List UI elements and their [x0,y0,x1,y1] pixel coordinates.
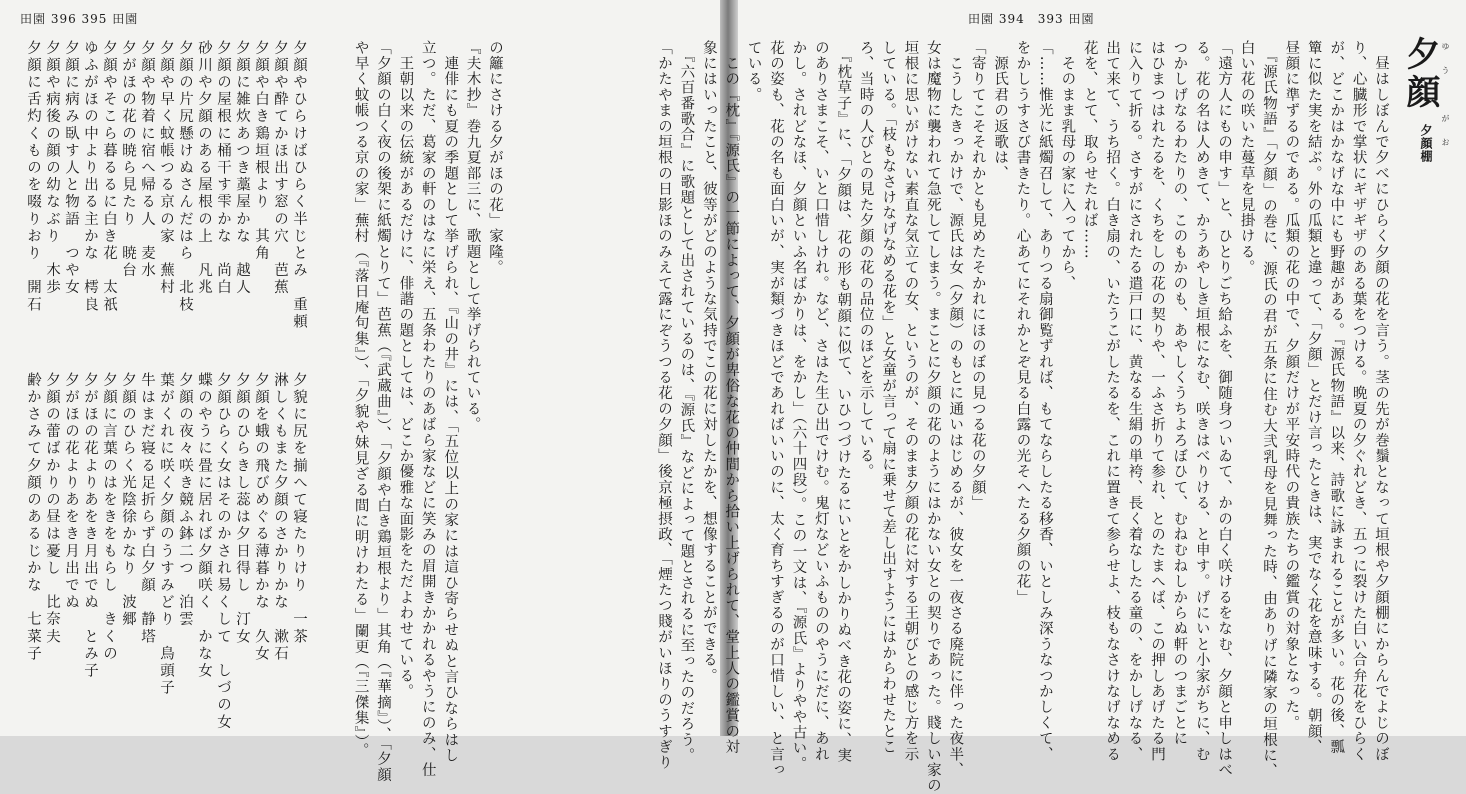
haiku-line: 夕がほの花よりあをき月出でぬ とみ子 [82,372,98,680]
text-line: や早く蚊帳つる京の家」蕪村（『落日庵句集』）、「夕貌や妹見ざる間に明けわたる」闌更（『三傑集』）。 [352,40,369,759]
haiku-line: 夕顔の片尻懸けぬさんだはら 北枝 [177,40,193,314]
haiku-line: 夕顔やひらけばひらく半じとみ 重頼 [291,40,307,331]
haiku-list-upper [18,40,308,360]
text-line: のありさまこそ、いと口惜しけれ。など、さはた生ひ出でけむ。鬼灯などいふもののやうにだに、あれ [812,40,829,763]
text-line: 出て来て、うち招く。白き扇の、いたうこがしたるを、これに置きて参らせよ、枝もなさけなげなめる [1104,40,1121,763]
text-line: をかしうすさび書きたり。心あてにそれかとぞ見る白露の光そへたる夕顔の花」 [1014,40,1031,606]
text-line: 『夫木抄』巻九夏部三に、歌題として挙げられている。 [464,40,481,433]
haiku-line: 夕顔に言葉のはをきをもらし きくの [101,372,117,663]
text-line: 昼はしぼんで夕べにひらく夕顔の花を言う。茎の先が巻鬚となって垣根や夕顔棚にからんでよじのぼ [1373,40,1389,763]
body-text [612,40,1392,794]
haiku-line: 夕がほの花よりあをき月出でぬ [63,372,79,612]
text-line: が、どこかはかなげな中にも野趣がある。『源氏物語』以来、詩歌に詠まれることが多い。花の後、瓢 [1328,40,1345,755]
text-line: 「……惟光に紙燭召して、ありつる扇御覧ずれば、もてならしたる移香、いとしみ深うなつかしくて、 [1036,40,1053,763]
haiku-line: 夕顔ひらく女はそのかされ易くして しづの女 [215,372,231,732]
text-line: 立つ。ただ、葛家の軒のはなに栄え、五条わたりのあばら家などに笑みの眉開きかかれるやうにのみ、仕 [419,40,436,778]
haiku-line: 齢かさみて夕顔のあるじかな 七菜子 [25,372,41,663]
haiku-line: 夕顔や病後の顔の幼なぶり 木歩 [44,40,60,297]
haiku-line: 砂川や夕顔のある屋根の上 凡兆 [196,40,212,297]
haiku-line: 夕顔や酔てかほ出す窓の穴 芭蕉 [272,40,288,297]
text-line: している。「枝もなさけなげなめる花を」と女童が言って扇に乗せて差し出すようにはからわせたとこ [880,40,897,755]
text-line: 花の姿も、花の名も面白いが、実が類づきほどであればいいのに、太く育ちすぎるのが口惜しい、と言っ [768,40,785,778]
text-line: 『源氏物語』「夕顔」の巻に、源氏の君が五条に住む大弐乳母を見舞った時、由ありげに隣家の垣根に、 [1260,40,1277,780]
text-line: そのまま乳母の家に入ってから、 [1059,40,1076,292]
text-line: 女は魔物に襲われて急死してしまう。まことに夕顔の花のようにはかない女との契りであった。賤しい家の [924,40,941,794]
text-line: 王朝以来の伝統があるだけに、俳諧の題としては、どこか優雅な面影をただよわせている。 [397,40,414,700]
haiku-line: 牛はまだ寝る足折らず白夕顔 静塔 [139,372,155,646]
haiku-line: 夕顔や早く蚊帳つる京の家 蕪村 [158,40,174,297]
text-line: ろ、当時の人びとの見た夕顔の花の品位のほどを示している。 [857,40,874,480]
text-line: 花を、とて、取らせたれば…… [1081,40,1098,260]
text-line: 「夕顔の白く夜の後架に紙燭とりて」芭蕉（『武蔵曲』）、「夕顔や白き鶏垣根より」其角（『華摘』）、「夕顔 [374,40,391,783]
text-line: 「かたやまの垣根の日影ほのみえて露にぞうつる花の夕顔」後京極摂政、「煙たつ賤がいほりのうすぎり [656,40,672,771]
text-line: 「遠方人にもの申す」と、ひとりごち給ふを、御随身ついゐて、かの白く咲けるをなむ、夕顔と申しはべ [1216,40,1233,778]
text-line: 垣根に思いがけない素直な気立ての女、というのが、そのまま夕顔の花に対する王朝びとの感じ方を示 [902,40,919,763]
page-header: 田園 394 393 田園 [968,12,1095,26]
entry-title: 夕顔 [1400,36,1440,112]
text-line: はひまつはれたるを、くちをしの花の契りや、一ふさ折りて参れ、とのたまへば、この押しあげたる門 [1148,40,1165,763]
text-line: 白い花の咲いた蔓草を見掛ける。 [1238,40,1255,276]
haiku-line: 夕がほの花の暁ら見たり 暁台 [120,40,136,280]
entry-title-ruby: ゆう がお [1441,42,1450,162]
haiku-line: 夕顔の蕾ばかりの昼は憂し 比奈夫 [44,372,60,646]
haiku-line: 夕顔に雑炊あつき藁屋かな 越人 [234,40,250,297]
text-line: 簞に似た実を結ぶ。外の瓜類と違って、「夕顔」とだけ言ったときは、実でなく花を意味する。朝顔、 [1305,40,1322,755]
haiku-line: 淋しくもまた夕顔のさかりかな 漱石 [272,372,288,663]
haiku-line: 夕貌に尻を揃へて寝たりけり 一茶 [291,372,307,646]
text-line: つかしげなるわたりの、このもかのも、あやしくうちよろぼひて、むねむねしからぬ軒のつまごとに [1171,40,1188,747]
text-line: 象にはいったこと、彼等がどのような気持でこの花に対したかを、想像することができる。 [700,40,717,684]
text-line: この『枕』『源氏』の一節によって、夕顔が卑俗な花の仲間から拾い上げられて、堂上人の鑑賞の対 [723,40,740,755]
haiku-line: 蝶のやうに畳に居れば夕顔咲く かな女 [196,372,212,680]
haiku-line: 葉がくれに咲く夕顔のうすみどり 鳥頭子 [158,372,174,697]
text-line: の籬にさける夕がほの花」家隆。 [487,40,503,276]
haiku-line: 夕顔のひらきし蕊は夕日得し 汀女 [234,372,250,646]
text-line: る。花の名は人めきて、かうあやしき垣根になむ、咲きはべりける、と申す。げにいと小家がちに、む [1193,40,1210,763]
haiku-line: 夕顔に病み臥す人と物語 つや女 [63,40,79,297]
text-line: り、心臓形で掌状にギザギザのある葉をつける。晩夏の夕ぐれどき、五つに裂けた白い合弁花をひらく [1350,40,1367,763]
haiku-line: 夕顔の夜々咲き競ふ鉢二つ 泊雲 [177,372,193,629]
page-header: 田園 396 395 田園 [20,12,139,26]
haiku-line: 夕顔や物着に宿へ帰る人 麦水 [139,40,155,280]
haiku-line: 夕顔や白き鶏垣根より 其角 [253,40,269,263]
right-page [656,0,1466,794]
text-line: 『六百番歌合』に歌題として出されているのは、『源氏』などによって題とされるに至ったのだろう。 [678,40,695,764]
haiku-line: 夕顔の屋根に桶干す雫かな 尚白 [215,40,231,297]
text-line: かし。されどなほ、夕顔といふ名ばかりは、をかし」（六十四段）。この一文は、『源氏』よりやや古い。 [790,40,807,772]
text-line: 連俳にも夏の季題として挙げられ、『山の井』には、「五位以上の家には這ひ寄らせぬと言ひならはし [442,40,459,764]
text-line: 昼顔に準ずるのである。瓜類の花の中で、夕顔だけが平安時代の貴族たちの鑑賞の対象となった。 [1283,40,1300,731]
entry-subtitle: 夕顔棚 [1419,124,1433,163]
text-line: こうしたきっかけで、源氏は女（夕顔）のもとに通いはじめるが、彼女を一夜さる廃院に伴った夜半、 [947,40,964,778]
haiku-line: 夕顔に舌灼くものを啜りおり 開石 [25,40,41,314]
text-line: ている。 [745,40,762,103]
haiku-line: 夕顔やそこら暮るるに白き花 太祇 [101,40,117,314]
haiku-line: ゆふがほの中より出る主かな 樗良 [82,40,98,314]
haiku-line: 夕顔を蛾の飛びめぐる薄暮かな 久女 [253,372,269,663]
text-line: 「寄りてこそそれかとも見めたそかれにほのぼの見つる花の夕顔」 [969,40,986,511]
text-line: 源氏君の返歌は、 [992,40,1009,182]
haiku-line: 夕顔のひらく光陰徐かなり 波郷 [120,372,136,629]
haiku-list-lower [18,372,308,732]
text-line: に入りて折る。さすがにされたる遣戸口に、黄なる生絹の単袴、長く着なしたる童の、をかしげなる、 [1126,40,1143,763]
text-line: 『枕草子』に、「夕顔は、花の形も朝顔に似て、いひつづけたるにいとをかしかりぬべき花の姿に、実 [835,40,852,764]
